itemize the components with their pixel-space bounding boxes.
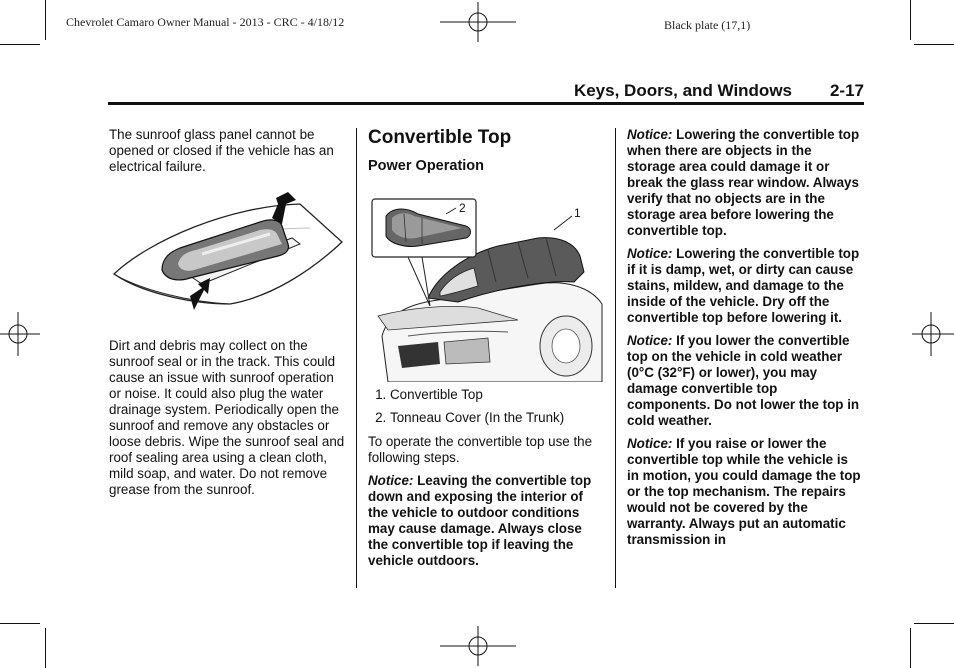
power-operation-heading: Power Operation [368,158,485,174]
registration-mark-left [0,312,40,356]
column-1 [109,127,349,182]
registration-mark-right [912,312,954,356]
notice-label: Notice: [627,246,673,261]
page-number: 2-17 [829,81,864,100]
notice-paragraph [368,473,604,569]
notice-paragraph [627,246,863,326]
column-3 [627,127,863,555]
list-item: 2. Tonneau Cover (In the Trunk) [390,410,604,426]
notice-text: Lowering the convertible top if it is damp, wet, or dirty can cause stains, mildew, and damage to the inside of the vehicle. Dry off the convertible top before lowering it. [627,246,860,325]
column-2-lower [368,387,604,576]
column-1-lower [109,338,349,505]
notice-label: Notice: [368,473,414,488]
notice-paragraph [627,436,863,548]
notice-label: Notice: [627,127,673,142]
notice-paragraph [627,127,863,239]
notice-label: Notice: [627,333,673,348]
column-2 [368,127,604,181]
page-header [108,78,864,105]
registration-mark-bottom [440,626,516,666]
notice-text: Leaving the convertible top down and exposing the interior of the vehicle to outdoor conditions may cause damage. Always close the convertible top if leaving the vehicle outdoors. [368,473,592,568]
callout-2-label: 2 [459,201,466,215]
callout-list [368,387,604,426]
column-rule-2 [615,128,616,588]
callout-1-label: 1 [574,206,581,220]
column-rule-1 [356,128,357,588]
sunroof-illustration [110,192,346,312]
notice-label: Notice: [627,436,673,451]
notice-text: Lowering the convertible top when there are objects in the storage area could damage it or break the glass rear window. Always verify that no objects are in the storage area before lowering the convertible top. [627,127,860,238]
slug-right: Black plate (17,1) [664,18,751,32]
sunroof-maintenance-paragraph: Dirt and debris may collect on the sunroof seal or in the track. This could cause an issue with sunroof operation or noise. It could also plug the water drainage system. Periodically open the sunroof and remove any obstacles or loose debris. Wipe the sunroof seal and roof sealing area using a clean cloth, mild soap, and water. Do not remove grease from the sunroof. [109,338,345,497]
sunroof-electrical-paragraph: The sunroof glass panel cannot be opened or closed if the vehicle has an electrical failure. [109,127,334,174]
notice-text: If you lower the convertible top on the vehicle in cold weather (0°C (32°F) or lower), you may damage convertible top components. Do not lower the top in cold weather. [627,333,860,428]
convertible-top-heading: Convertible Top [368,127,512,148]
operate-paragraph: To operate the convertible top use the following steps. [368,434,593,465]
list-item: 1. Convertible Top [390,387,604,403]
slug-left: Chevrolet Camaro Owner Manual - 2013 - CRC - 4/18/12 [66,15,345,29]
section-title: Keys, Doors, and Windows [573,81,792,100]
registration-mark-top [440,2,516,42]
notice-paragraph [627,333,863,429]
notice-text: If you raise or lower the convertible top while the vehicle is in motion, you could damage the top or the top mechanism. The repairs would not be covered by the warranty. Always put an automatic transmission in [627,436,861,547]
convertible-top-illustration [368,196,604,382]
